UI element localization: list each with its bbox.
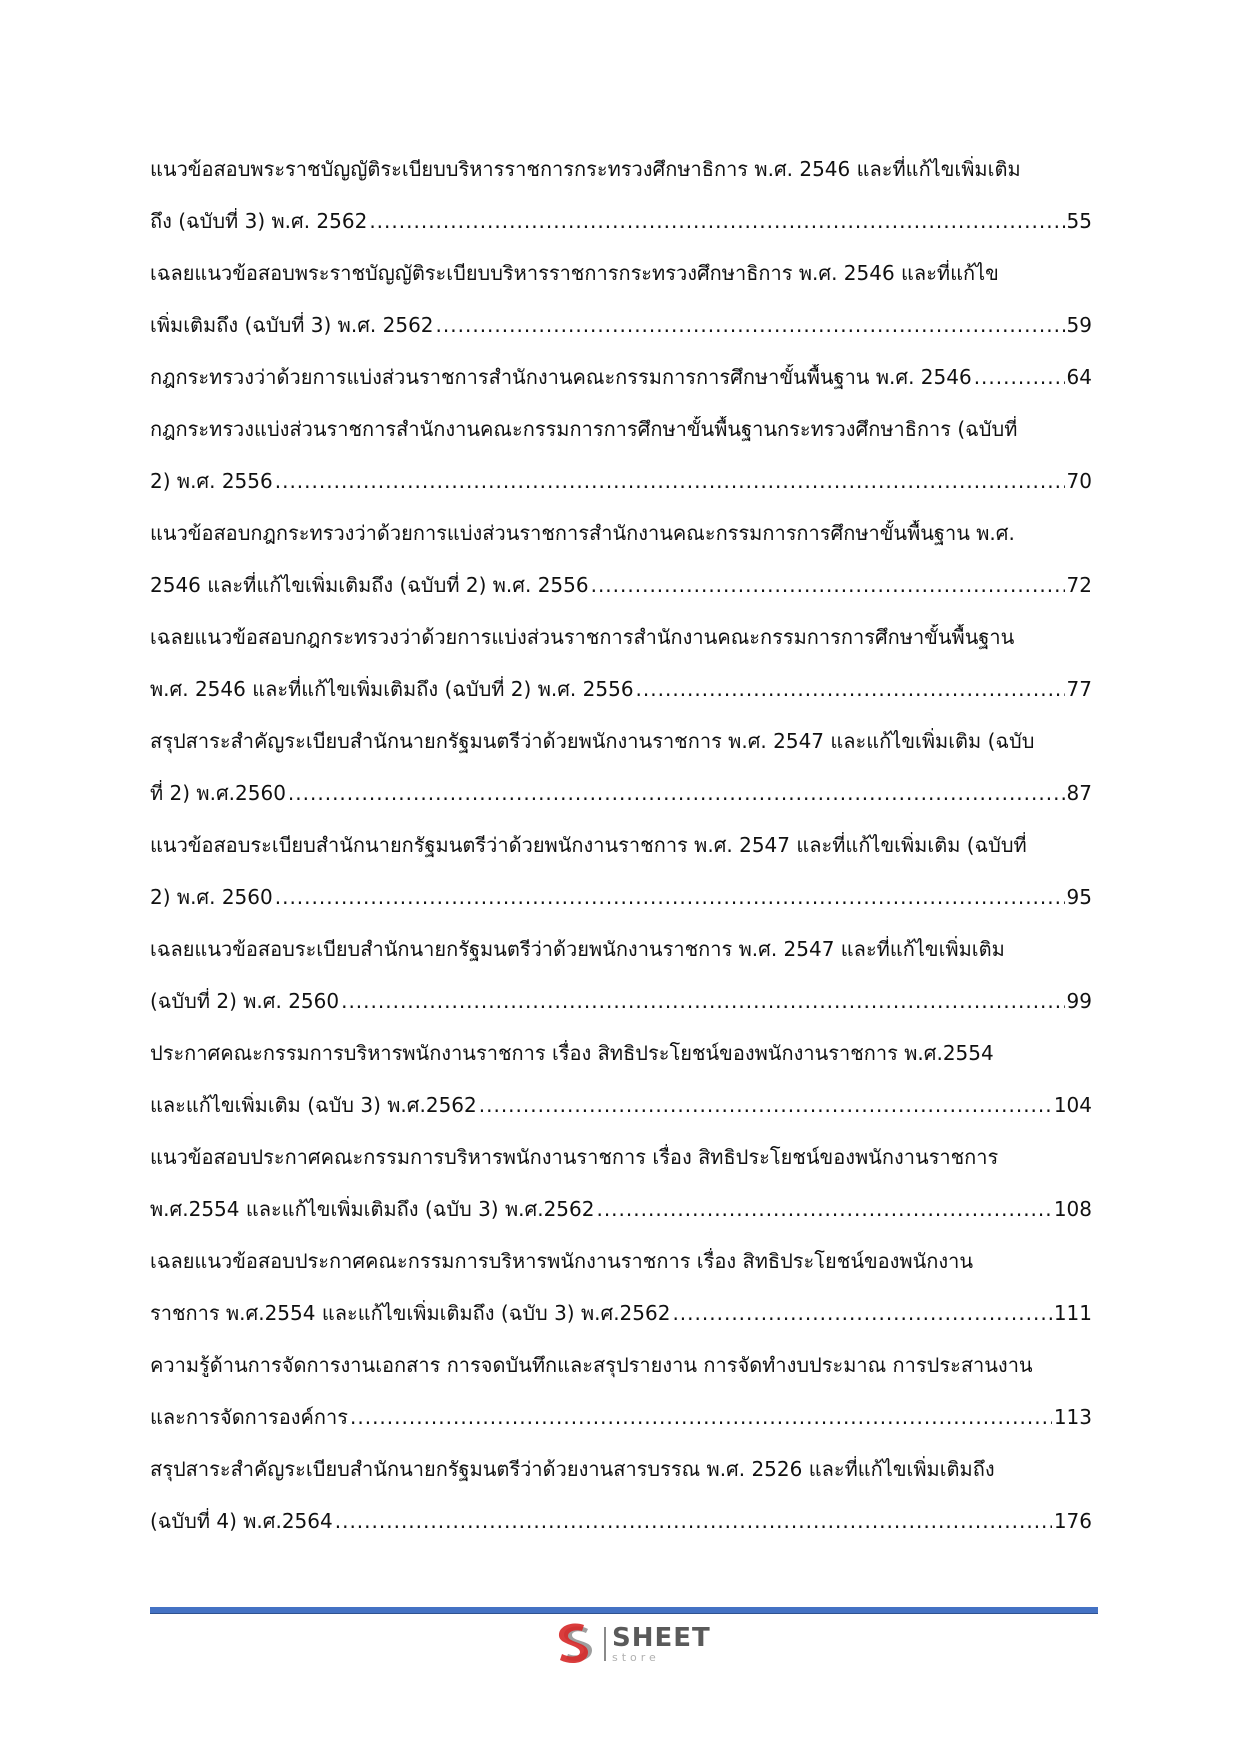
toc-entry[interactable] [150,614,1092,718]
toc-entry[interactable] [150,406,1092,510]
toc-page-number: 95 [1066,885,1092,909]
toc-page-number: 70 [1066,469,1092,493]
toc-entry-last-line [150,1300,1092,1326]
dot-leader [275,468,1065,494]
toc-entry[interactable] [150,926,1092,1030]
toc-page-number: 176 [1053,1509,1092,1533]
toc-entry-last-line [150,468,1092,494]
toc-entry-title-cont: และแก้ไขเพิ่มเติม (ฉบับ 3) พ.ศ.2562 [150,1093,477,1117]
toc-page-number: 99 [1066,989,1092,1013]
footer-rule [150,1607,1098,1614]
toc-entry-title-cont: (ฉบับที่ 4) พ.ศ.2564 [150,1509,333,1533]
toc-entry-last-line [150,312,1092,338]
toc-entry[interactable] [150,1030,1092,1134]
sheet-store-logo [554,1618,711,1670]
toc-entry-title: แนวข้อสอบกฎกระทรวงว่าด้วยการแบ่งส่วนราชการสำนักงานคณะกรรมการการศึกษาขั้นพื้นฐาน พ.ศ. [150,521,1015,545]
toc-page-number: 64 [1066,365,1092,389]
toc-entry-last-line [150,1404,1092,1430]
toc-entry[interactable] [150,1238,1092,1342]
toc-entry-title: ประกาศคณะกรรมการบริหารพนักงานราชการ เรื่อง สิทธิประโยชน์ของพนักงานราชการ พ.ศ.2554 [150,1041,994,1065]
toc-entry-title: สรุปสาระสำคัญระเบียบสำนักนายกรัฐมนตรีว่าด้วยงานสารบรรณ พ.ศ. 2526 และที่แก้ไขเพิ่มเติมถึง [150,1457,995,1481]
logo-sub: store [612,1651,660,1664]
toc-entry-title-cont: ถึง (ฉบับที่ 3) พ.ศ. 2562 [150,209,368,233]
toc-entry-last-line [150,676,1092,702]
toc-entry-title: เฉลยแนวข้อสอบกฎกระทรวงว่าด้วยการแบ่งส่วนราชการสำนักงานคณะกรรมการการศึกษาขั้นพื้นฐาน [150,625,1015,649]
dot-leader [596,1196,1051,1222]
toc-page-number: 72 [1066,573,1092,597]
toc-entry-title: เฉลยแนวข้อสอบพระราชบัญญัติระเบียบบริหารราชการกระทรวงศึกษาธิการ พ.ศ. 2546 และที่แก้ไข [150,261,999,285]
dot-leader [479,1092,1052,1118]
toc-entry-title: สรุปสาระสำคัญระเบียบสำนักนายกรัฐมนตรีว่าด้วยพนักงานราชการ พ.ศ. 2547 และแก้ไขเพิ่มเติม (ฉบับ [150,729,1035,753]
toc-entry-title-cont: เพิ่มเติมถึง (ฉบับที่ 3) พ.ศ. 2562 [150,313,434,337]
toc-entry-title-cont: 2) พ.ศ. 2556 [150,469,273,493]
toc-entry[interactable] [150,354,1092,406]
toc-entry[interactable] [150,1134,1092,1238]
dot-leader [672,1300,1051,1326]
toc-page-number: 55 [1066,209,1092,233]
toc-page-number: 104 [1053,1093,1092,1117]
toc-entry-title: กฎกระทรวงแบ่งส่วนราชการสำนักงานคณะกรรมการการศึกษาขั้นพื้นฐานกระทรวงศึกษาธิการ (ฉบับที่ [150,417,1018,441]
table-of-contents [150,146,1092,1550]
toc-entry-title: แนวข้อสอบระเบียบสำนักนายกรัฐมนตรีว่าด้วยพนักงานราชการ พ.ศ. 2547 และที่แก้ไขเพิ่มเติม (ฉบับที่ [150,833,1027,857]
toc-entry-title: ความรู้ด้านการจัดการงานเอกสาร การจดบันทึกและสรุปรายงาน การจัดทำงบประมาณ การประสานงาน [150,1353,1033,1377]
dot-leader [591,572,1065,598]
toc-entry[interactable] [150,718,1092,822]
toc-entry-last-line [150,884,1092,910]
toc-entry[interactable] [150,822,1092,926]
sheet-store-logo-icon [554,1621,600,1667]
toc-entry-title: เฉลยแนวข้อสอบประกาศคณะกรรมการบริหารพนักงานราชการ เรื่อง สิทธิประโยชน์ของพนักงาน [150,1249,974,1273]
toc-entry-title: แนวข้อสอบพระราชบัญญัติระเบียบบริหารราชการกระทรวงศึกษาธิการ พ.ศ. 2546 และที่แก้ไขเพิ่มเติม [150,157,1021,181]
toc-entry-last-line [150,1092,1092,1118]
toc-entry-title-cont: ที่ 2) พ.ศ.2560 [150,781,286,805]
toc-entry-title-cont: ราชการ พ.ศ.2554 และแก้ไขเพิ่มเติมถึง (ฉบับ 3) พ.ศ.2562 [150,1301,671,1325]
logo-word: SHEET [612,1623,711,1653]
toc-entry-title: แนวข้อสอบประกาศคณะกรรมการบริหารพนักงานราชการ เรื่อง สิทธิประโยชน์ของพนักงานราชการ [150,1145,999,1169]
toc-entry-title: เฉลยแนวข้อสอบระเบียบสำนักนายกรัฐมนตรีว่าด้วยพนักงานราชการ พ.ศ. 2547 และที่แก้ไขเพิ่มเติม [150,937,1005,961]
toc-page-number: 111 [1053,1301,1092,1325]
toc-entry[interactable] [150,1342,1092,1446]
toc-entry[interactable] [150,146,1092,250]
dot-leader [350,1404,1052,1430]
dot-leader [275,884,1065,910]
toc-entry-title: กฎกระทรวงว่าด้วยการแบ่งส่วนราชการสำนักงานคณะกรรมการการศึกษาขั้นพื้นฐาน พ.ศ. 2546 [150,365,972,389]
toc-entry-last-line [150,988,1092,1014]
toc-entry-title-cont: และการจัดการองค์การ [150,1405,348,1429]
toc-entry-last-line [150,1196,1092,1222]
toc-page-number: 59 [1066,313,1092,337]
dot-leader [636,676,1065,702]
toc-entry[interactable] [150,1446,1092,1550]
toc-entry-title-cont: 2) พ.ศ. 2560 [150,885,273,909]
toc-entry-last-line [150,364,1092,390]
toc-entry-last-line [150,1508,1092,1534]
dot-leader [335,1508,1052,1534]
toc-entry-last-line [150,208,1092,234]
toc-page-number: 113 [1053,1405,1092,1429]
toc-page-number: 108 [1053,1197,1092,1221]
toc-page-number: 87 [1066,781,1092,805]
dot-leader [974,364,1065,390]
toc-entry[interactable] [150,510,1092,614]
toc-page-number: 77 [1066,677,1092,701]
dot-leader [288,780,1065,806]
dot-leader [369,208,1064,234]
toc-entry-title-cont: พ.ศ. 2546 และที่แก้ไขเพิ่มเติมถึง (ฉบับที่ 2) พ.ศ. 2556 [150,677,634,701]
toc-entry-title-cont: 2546 และที่แก้ไขเพิ่มเติมถึง (ฉบับที่ 2) พ.ศ. 2556 [150,573,589,597]
dot-leader [436,312,1065,338]
logo-text [612,1625,711,1663]
toc-entry-title-cont: (ฉบับที่ 2) พ.ศ. 2560 [150,989,340,1013]
toc-entry-title-cont: พ.ศ.2554 และแก้ไขเพิ่มเติมถึง (ฉบับ 3) พ.ศ.2562 [150,1197,595,1221]
toc-entry[interactable] [150,250,1092,354]
logo-separator [604,1627,606,1661]
dot-leader [341,988,1064,1014]
toc-entry-last-line [150,780,1092,806]
toc-entry-last-line [150,572,1092,598]
